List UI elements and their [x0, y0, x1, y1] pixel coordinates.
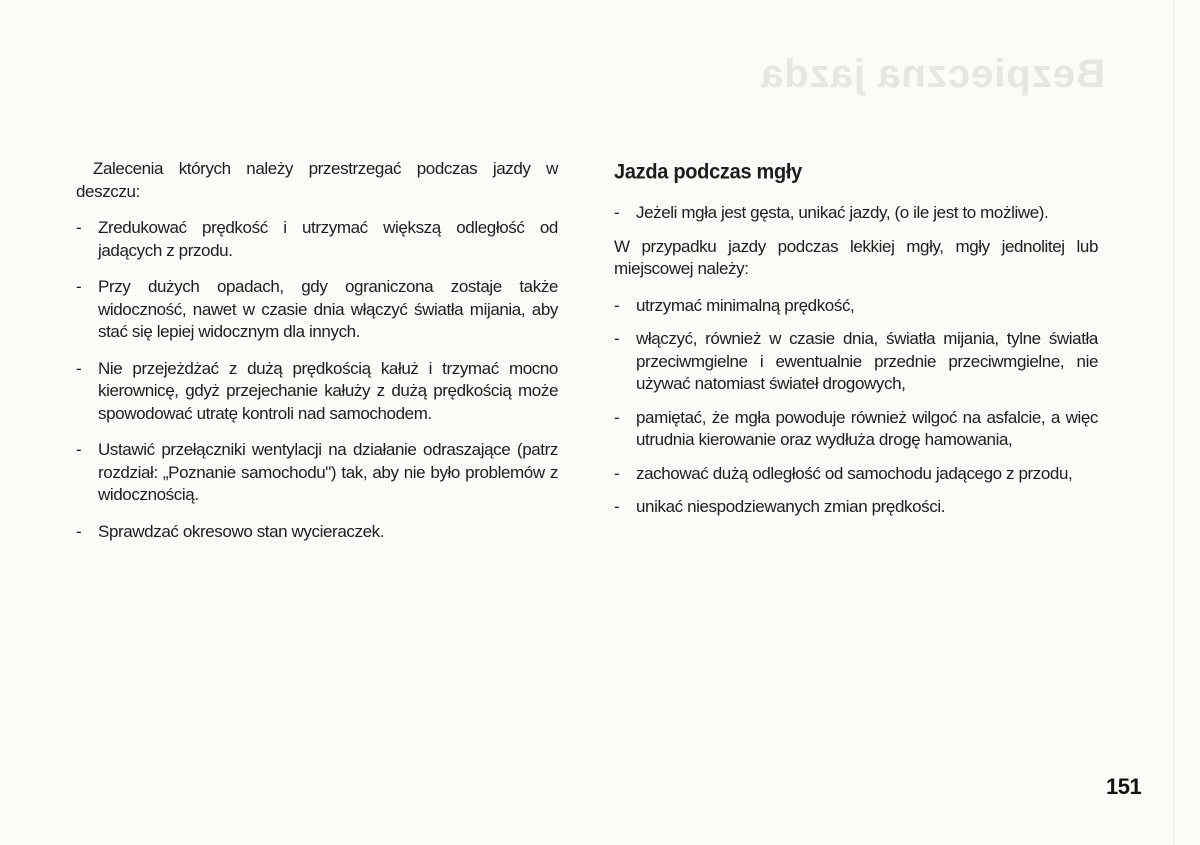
bullet-dash: -	[614, 295, 620, 315]
fog-bullet-list	[614, 295, 1098, 519]
rain-bullet-item: - Sprawdzać okresowo stan wycieraczek.	[76, 521, 558, 544]
bullet-dash: -	[76, 277, 82, 296]
fog-bullet-item: - pamiętać, że mgła powoduje również wilgoć na asfalcie, a więc utrudnia kierowanie oraz wydłuża drogę hamowania,	[614, 407, 1098, 449]
fog-bullet-item: - zachować dużą odległość od samochodu jadącego z przodu,	[614, 463, 1098, 486]
bullet-dash: -	[76, 440, 82, 459]
bullet-dash: -	[76, 358, 82, 378]
rain-bullet-list	[76, 217, 558, 543]
page-number: 151	[1106, 774, 1142, 799]
fog-paragraph: W przypadku jazdy podczas lekkiej mgły, mgły jednolitej lub miejscowej należy:	[614, 236, 1098, 278]
bullet-dash: -	[76, 521, 82, 541]
fog-bullet-item: - włączyć, również w czasie dnia, światła mijania, tylne światła przeciwmgielne i ewentualnie przednie przeciwmgielne, nie używać natomiast świateł drogowych,	[614, 329, 1098, 393]
bullet-dash: -	[614, 329, 620, 348]
fog-bullet-item: - unikać niespodziewanych zmian prędkości.	[614, 496, 1098, 519]
rain-bullet-item: - Nie przejeżdżać z dużą prędkością kałuż i trzymać mocno kierownicę, gdyż przejechanie kałuży z dużą prędkością może spowodować utratę kontroli nad samochodem.	[76, 358, 558, 423]
rain-bullet-item: - Przy dużych opadach, gdy ograniczona zostaje także widoczność, nawet w czasie dnia włączyć światła mijania, aby stać się lepiej widocznym dla innych.	[76, 277, 558, 341]
page-edge-line	[1173, 0, 1174, 845]
rain-bullet-item: - Ustawić przełączniki wentylacji na działanie odraszające (patrz rozdział: „Poznanie samochodu") tak, aby nie było problemów z widocznością.	[76, 440, 558, 504]
rain-intro: Zalecenia których należy przestrzegać podczas jazdy w deszczu:	[76, 159, 558, 201]
fog-bullet-item: - utrzymać minimalną prędkość,	[614, 295, 1098, 318]
fog-first-bullet-list	[614, 202, 1098, 225]
bleed-through-header: Bezpieczna jazda	[759, 52, 1105, 96]
bullet-dash: -	[614, 463, 620, 483]
bullet-dash: -	[614, 407, 620, 427]
rain-bullet-item: - Zredukować prędkość i utrzymać większą odległość od jadących z przodu.	[76, 218, 558, 260]
fog-bullet-item: - Jeżeli mgła jest gęsta, unikać jazdy, (o ile jest to możliwe).	[614, 202, 1098, 225]
left-column	[76, 158, 558, 557]
bullet-dash: -	[614, 497, 620, 516]
fog-section-heading: Jazda podczas mgły	[614, 160, 802, 184]
bullet-dash: -	[76, 218, 82, 237]
bullet-dash: -	[614, 203, 620, 222]
right-column	[614, 158, 1098, 530]
